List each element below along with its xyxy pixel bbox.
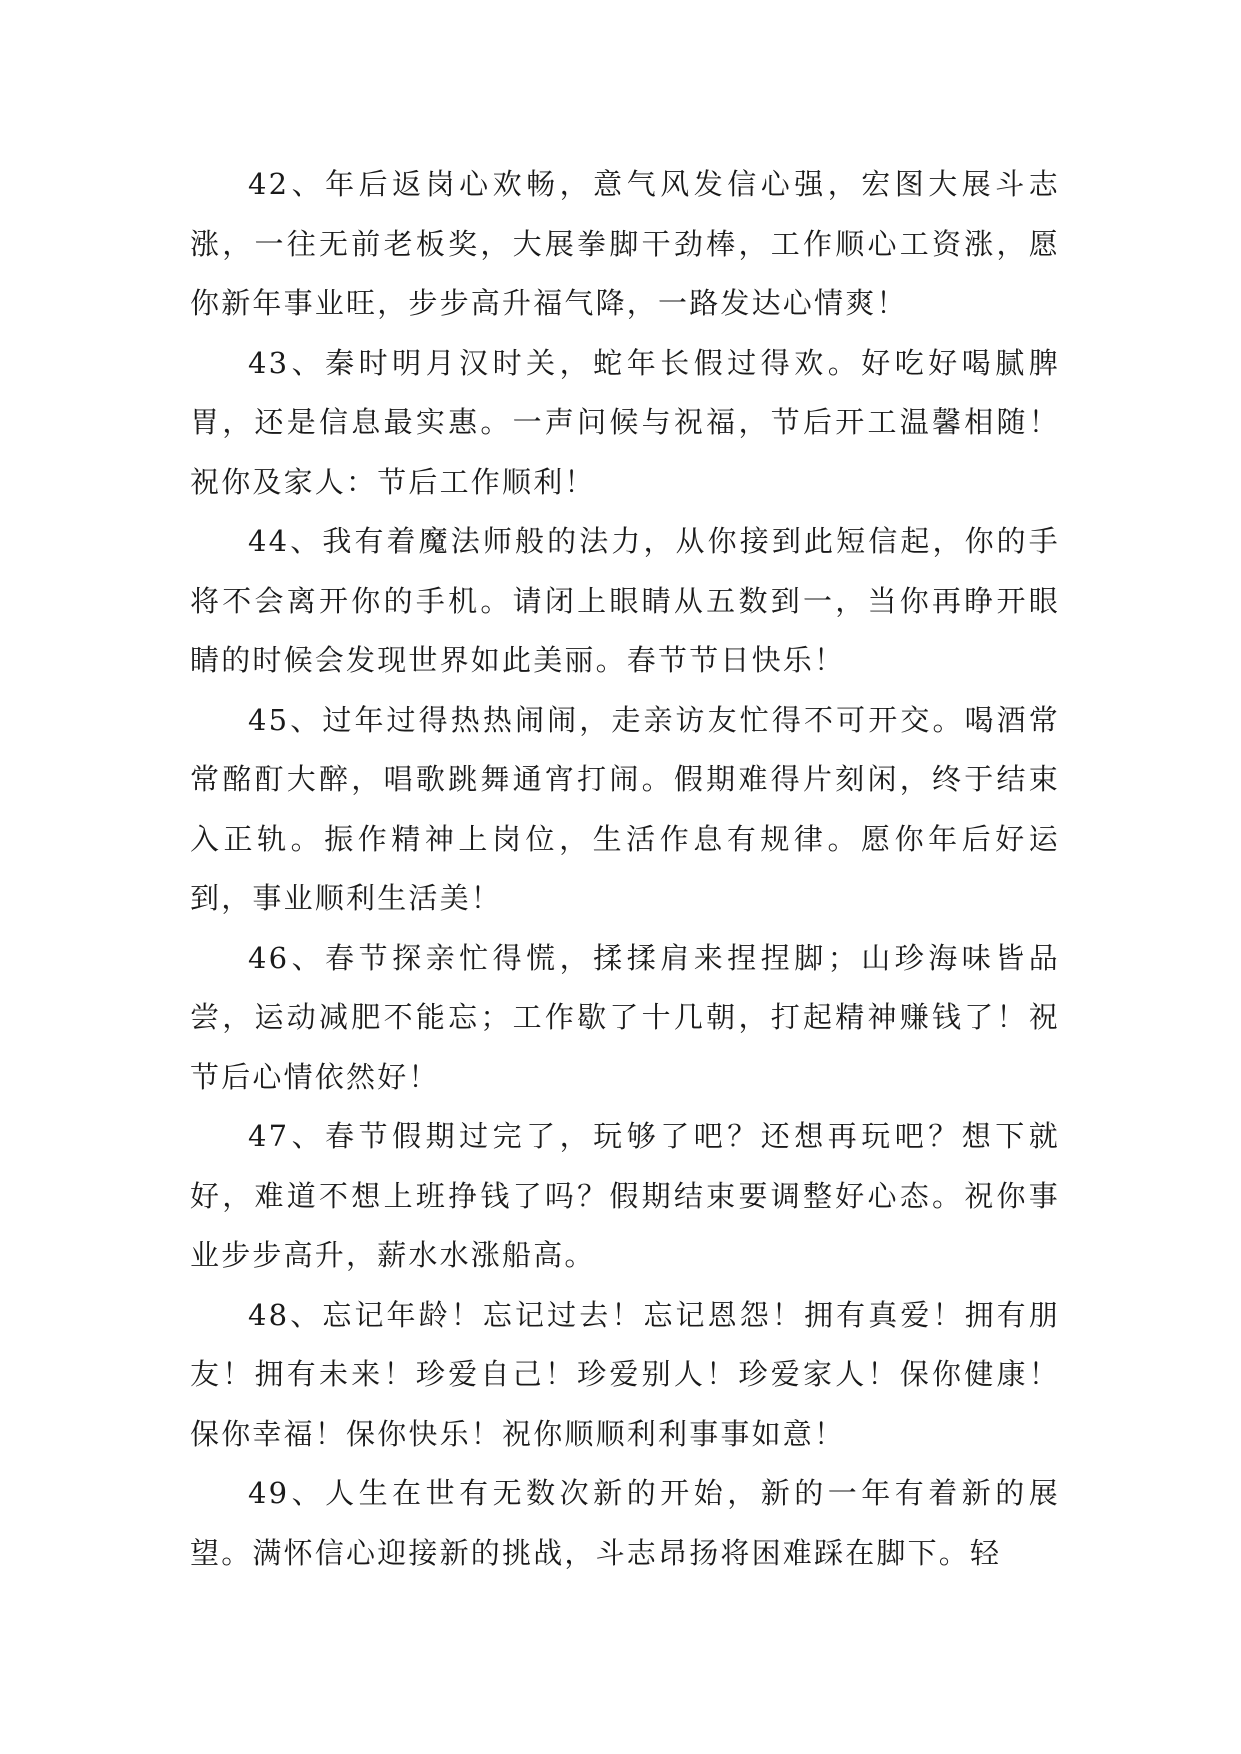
paragraph-49: 49、人生在世有无数次新的开始，新的一年有着新的展望。满怀信心迎接新的挑战，斗志昂扬将困难踩在脚下。轻	[190, 1476, 1060, 1570]
paragraph-44: 44、我有着魔法师般的法力，从你接到此短信起，你的手将不会离开你的手机。请闭上眼睛从五数到一，当你再睁开眼睛的时候会发现世界如此美丽。春节节日快乐！	[190, 524, 1060, 677]
paragraph-47: 47、春节假期过完了，玩够了吧？还想再玩吧？想下就好，难道不想上班挣钱了吗？假期结束要调整好心态。祝你事业步步高升，薪水水涨船高。	[190, 1119, 1060, 1272]
document-body	[190, 155, 1060, 1583]
paragraph-43: 43、秦时明月汉时关，蛇年长假过得欢。好吃好喝腻脾胃，还是信息最实惠。一声问候与祝福，节后开工温馨相随！祝你及家人：节后工作顺利！	[190, 345, 1060, 499]
paragraph-46: 46、春节探亲忙得慌，揉揉肩来捏捏脚；山珍海味皆品尝，运动减肥不能忘；工作歇了十几朝，打起精神赚钱了！祝节后心情依然好！	[190, 940, 1060, 1094]
paragraph-45: 45、过年过得热热闹闹，走亲访友忙得不可开交。喝酒常常酩酊大醉，唱歌跳舞通宵打闹。假期难得片刻闲，终于结束入正轨。振作精神上岗位，生活作息有规律。愿你年后好运到，事业顺利生活美！	[190, 702, 1060, 915]
paragraph-48: 48、忘记年龄！忘记过去！忘记恩怨！拥有真爱！拥有朋友！拥有未来！珍爱自己！珍爱别人！珍爱家人！保你健康！保你幸福！保你快乐！祝你顺顺利利事事如意！	[190, 1297, 1060, 1451]
paragraph-42: 42、年后返岗心欢畅，意气风发信心强，宏图大展斗志涨，一往无前老板奖，大展拳脚干劲棒，工作顺心工资涨，愿你新年事业旺，步步高升福气降，一路发达心情爽！	[190, 167, 1060, 320]
